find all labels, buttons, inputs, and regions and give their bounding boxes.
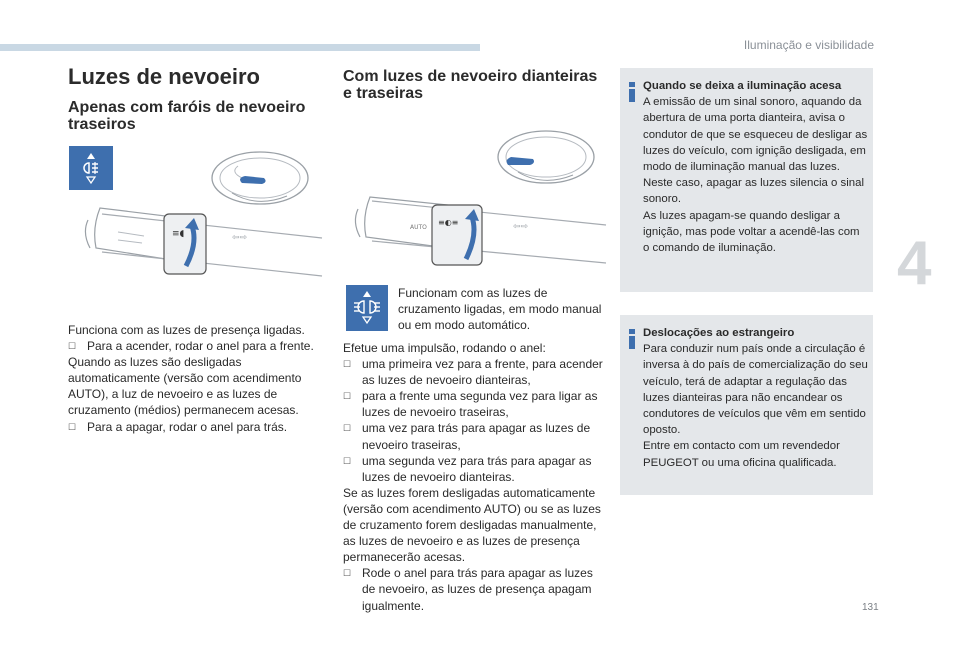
subtitle-rear-only: Apenas com faróis de nevoeiro traseiros xyxy=(68,99,306,133)
rear-only-step-on: ☐ Para a acender, rodar o anel para a frente. xyxy=(68,338,326,354)
info-box-1-title: Quando se deixa a iluminação acesa xyxy=(643,80,842,92)
front-rear-text xyxy=(343,340,605,614)
front-rear-intro: Efetue uma impulsão, rodando o anel: xyxy=(343,341,546,355)
info-icon xyxy=(629,82,635,102)
front-rear-auto-note: Se as luzes forem desligadas automaticamente (versão com acendimento AUTO) ou se as luzes de cruzamento forem desligadas manualmente, as luzes de nevoeiro e as luzes de presença permanecerão acesas. xyxy=(343,485,601,565)
svg-text:≡◖: ≡◖ xyxy=(172,229,185,239)
lever-illustration-front-rear xyxy=(348,125,610,275)
subtitle-front-rear: Com luzes de nevoeiro dianteiras e traseiras xyxy=(343,68,598,102)
info-box-travel-abroad xyxy=(620,315,873,495)
rear-only-auto-note: Quando as luzes são desligadas automaticamente (versão com acendimento AUTO), a luz de nevoeiro e as luzes de cruzamento (médios) permanecem acesas. xyxy=(68,355,302,418)
info-box-2-para-2: Entre em contacto com um revendedor PEUGEOT ou uma oficina qualificada. xyxy=(643,440,840,469)
svg-text:≡◐≡: ≡◐≡ xyxy=(438,218,459,227)
front-rear-step-1: ☐ uma primeira vez para a frente, para acender as luzes de nevoeiro dianteiras, xyxy=(343,356,605,388)
chapter-title: Iluminação e visibilidade xyxy=(743,38,874,52)
rear-only-step-off: ☐ Para a apagar, rodar o anel para trás. xyxy=(68,419,326,435)
rear-only-text xyxy=(68,322,326,435)
front-rear-step-4: ☐ uma segunda vez para trás para apagar as luzes de nevoeiro dianteiras. xyxy=(343,453,605,485)
page-number: 131 xyxy=(862,602,879,613)
front-rear-step-2: ☐ para a frente uma segunda vez para ligar as luzes de nevoeiro traseiras, xyxy=(343,388,605,420)
info-box-1-para-2: Neste caso, apagar as luzes silencia o sinal sonoro. xyxy=(643,177,864,206)
front-rear-last-step: ☐ Rode o anel para trás para apagar as luzes de nevoeiro, as luzes de presença apagam igualmente. xyxy=(343,565,605,613)
rear-only-line-1: Funciona com as luzes de presença ligadas. xyxy=(68,323,305,337)
info-box-lights-left-on xyxy=(620,68,873,292)
info-icon xyxy=(629,329,635,349)
svg-text:⇦⇨: ⇦⇨ xyxy=(513,222,529,232)
info-box-2-para-1: Para conduzir num país onde a circulação é inversa à do país de comercialização do seu veículo, terá de adaptar a regulação das luzes dianteiras para não encandear os condutores de veículos que vêm em sentido oposto. xyxy=(643,343,868,437)
front-rear-fog-light-icon xyxy=(346,285,388,331)
svg-text:⇦⇨: ⇦⇨ xyxy=(232,233,248,243)
header-bar xyxy=(0,44,480,51)
front-rear-step-3: ☐ uma vez para trás para apagar as luzes de nevoeiro traseiras, xyxy=(343,420,605,452)
auto-label: AUTO xyxy=(410,224,427,231)
chapter-number: 4 xyxy=(897,229,932,298)
section-title: Luzes de nevoeiro xyxy=(68,64,260,89)
info-box-1-para-1: A emissão de um sinal sonoro, aquando da abertura de uma porta dianteira, avisa o condutor de que se esqueceu de desligar as luzes do veículo, com ignição desligada, em modo de iluminação manual das luzes. xyxy=(643,96,868,174)
front-rear-icon-text: Funcionam com as luzes de cruzamento ligadas, em modo manual ou em modo automático. xyxy=(398,286,602,332)
info-box-2-title: Deslocações ao estrangeiro xyxy=(643,327,795,339)
info-box-1-para-3: As luzes apagam-se quando desligar a ignição, mas pode voltar a acendê-las com o comando de iluminação. xyxy=(643,209,860,255)
lever-illustration-rear xyxy=(82,148,326,288)
